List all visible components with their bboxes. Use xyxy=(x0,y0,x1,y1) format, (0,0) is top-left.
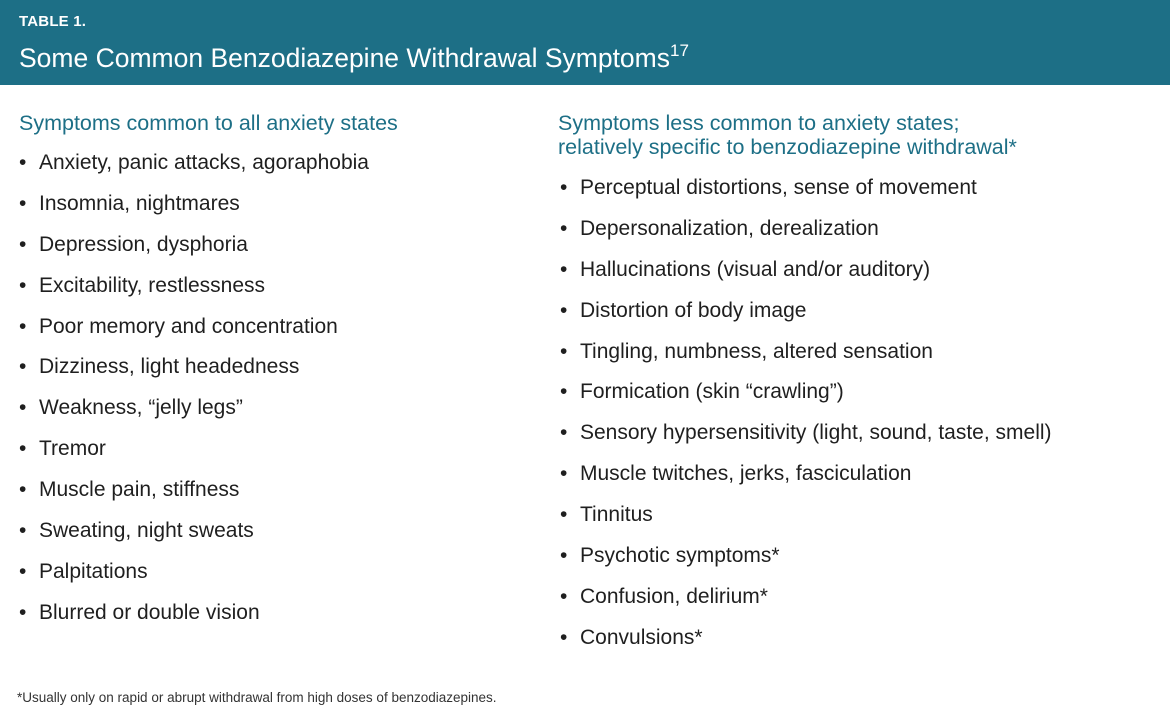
bullet-icon: • xyxy=(19,191,27,215)
right-column-heading xyxy=(558,111,1017,159)
list-item xyxy=(19,274,369,315)
list-item-text: Palpitations xyxy=(39,559,148,583)
bullet-icon: • xyxy=(19,478,27,502)
list-item-text: Tremor xyxy=(39,437,106,461)
table-title-text: Some Common Benzodiazepine Withdrawal Symptoms xyxy=(19,43,670,73)
list-item xyxy=(19,437,369,478)
bullet-icon: • xyxy=(19,519,27,543)
bullet-icon: • xyxy=(19,396,27,420)
list-item xyxy=(560,421,1052,462)
list-item xyxy=(19,601,369,642)
list-item xyxy=(19,315,369,356)
bullet-icon: • xyxy=(19,437,27,461)
list-item-text: Dizziness, light headedness xyxy=(39,355,300,379)
list-item xyxy=(19,478,369,519)
list-item xyxy=(19,233,369,274)
list-item-text: Muscle twitches, jerks, fasciculation xyxy=(580,462,912,486)
list-item-text: Hallucinations (visual and/or auditory) xyxy=(580,257,931,281)
list-item-text: Distortion of body image xyxy=(580,298,807,322)
list-item xyxy=(560,585,1052,626)
bullet-icon: • xyxy=(560,257,568,281)
list-item xyxy=(560,299,1052,340)
left-symptom-list xyxy=(19,151,369,642)
list-item-text: Psychotic symptoms* xyxy=(580,544,780,568)
list-item-text: Blurred or double vision xyxy=(39,600,260,624)
list-item-text: Anxiety, panic attacks, agoraphobia xyxy=(39,151,369,174)
list-item-text: Sensory hypersensitivity (light, sound, taste, smell) xyxy=(580,421,1052,445)
list-item-text: Muscle pain, stiffness xyxy=(39,478,240,502)
bullet-icon: • xyxy=(19,559,27,583)
right-symptom-list xyxy=(560,176,1052,667)
bullet-icon: • xyxy=(560,625,568,649)
bullet-icon: • xyxy=(560,544,568,568)
bullet-icon: • xyxy=(560,298,568,322)
list-item-text: Depression, dysphoria xyxy=(39,232,248,256)
table-title xyxy=(19,43,689,74)
list-item-text: Excitability, restlessness xyxy=(39,273,266,297)
list-item xyxy=(560,258,1052,299)
bullet-icon: • xyxy=(560,216,568,240)
title-reference: 17 xyxy=(670,41,689,60)
right-heading-line-1: Symptoms less common to anxiety states; xyxy=(558,111,960,135)
list-item xyxy=(560,462,1052,503)
list-item xyxy=(19,355,369,396)
list-item xyxy=(19,396,369,437)
list-item xyxy=(19,151,369,192)
bullet-icon: • xyxy=(560,462,568,486)
footnote: *Usually only on rapid or abrupt withdrawal from high doses of benzodiazepines. xyxy=(17,690,497,705)
right-heading-line-2: relatively specific to benzodiazepine withdrawal* xyxy=(558,135,1017,159)
list-item xyxy=(560,503,1052,544)
list-item-text: Sweating, night sweats xyxy=(39,519,254,543)
list-item xyxy=(560,176,1052,217)
bullet-icon: • xyxy=(560,584,568,608)
bullet-icon: • xyxy=(560,421,568,445)
list-item-text: Poor memory and concentration xyxy=(39,314,338,338)
left-column-heading: Symptoms common to all anxiety states xyxy=(19,111,398,135)
bullet-icon: • xyxy=(19,151,27,174)
bullet-icon: • xyxy=(19,232,27,256)
list-item xyxy=(560,626,1052,667)
list-item-text: Depersonalization, derealization xyxy=(580,216,879,240)
table-header xyxy=(0,0,1170,85)
list-item-text: Tingling, numbness, altered sensation xyxy=(580,339,933,363)
list-item-text: Tinnitus xyxy=(580,503,653,527)
bullet-icon: • xyxy=(560,380,568,404)
bullet-icon: • xyxy=(560,503,568,527)
list-item-text: Confusion, delirium* xyxy=(580,584,768,608)
list-item xyxy=(560,340,1052,381)
list-item xyxy=(560,544,1052,585)
list-item xyxy=(19,519,369,560)
bullet-icon: • xyxy=(19,355,27,379)
list-item xyxy=(560,217,1052,258)
list-item xyxy=(560,380,1052,421)
bullet-icon: • xyxy=(19,600,27,624)
list-item-text: Weakness, “jelly legs” xyxy=(39,396,243,420)
list-item-text: Convulsions* xyxy=(580,625,703,649)
list-item-text: Formication (skin “crawling”) xyxy=(580,380,844,404)
bullet-icon: • xyxy=(560,339,568,363)
list-item xyxy=(19,560,369,601)
bullet-icon: • xyxy=(19,273,27,297)
table-label: TABLE 1. xyxy=(19,13,87,30)
list-item xyxy=(19,192,369,233)
list-item-text: Perceptual distortions, sense of movement xyxy=(580,176,977,199)
list-item-text: Insomnia, nightmares xyxy=(39,191,240,215)
bullet-icon: • xyxy=(19,314,27,338)
bullet-icon: • xyxy=(560,176,568,199)
